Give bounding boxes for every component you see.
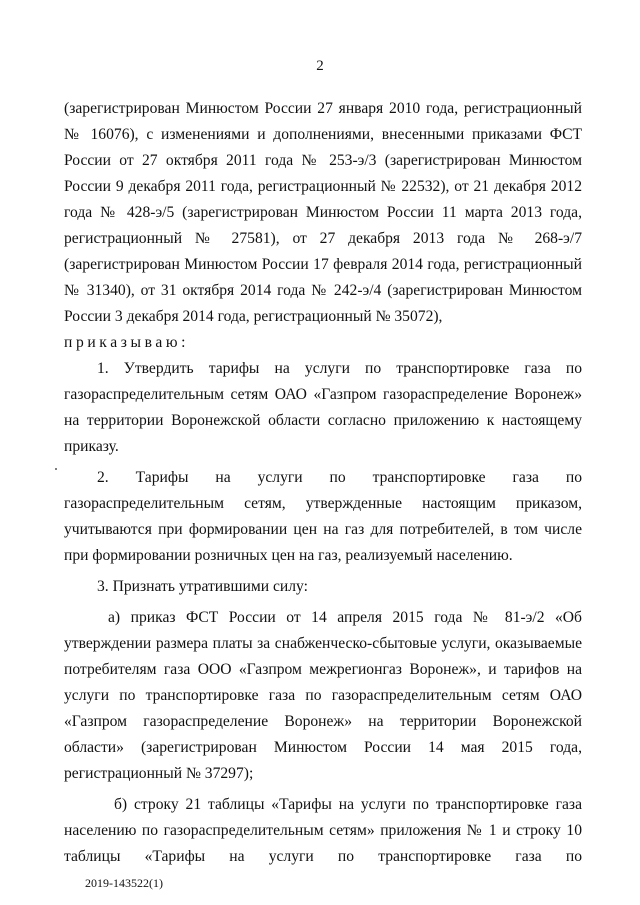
item-3-heading: 3. Признать утратившими силу: (97, 578, 308, 595)
item-1-paragraph: 1. Утвердить тарифы на услуги по транспортировке газа по газораспределительным сетям ОАО «Газпром газораспределение Воронеж» на территории Воронежской области согласно приложению к настоящему приказу. (64, 360, 582, 455)
intro-paragraph: (зарегистрирован Минюстом России 27 января 2010 года, регистрационный № 16076), с изменениями и дополнениями, внесенными приказами ФСТ России от 27 октября 2011 года № 253-э/3 (зарегистрирован Минюстом России 9 декабря 2011 года, регистрационный № 22532), от 21 декабря 2012 года № 428-э/5 (зарегистрирован Минюстом России 11 марта 2013 года, регистрационный № 27581), от 27 декабря 2013 года № 268-э/7 (зарегистрирован Минюстом России 17 февраля 2014 года, регистрационный № 31340), от 31 октября 2014 года № 242-э/4 (зарегистрирован Минюстом России 3 декабря 2014 года, регистрационный № 35072), (64, 100, 582, 325)
document-body (64, 96, 582, 870)
document-code: 2019-143522(1) (85, 876, 163, 890)
page-number: 2 (316, 58, 324, 74)
decree-word: приказываю: (64, 334, 190, 351)
item-3a-paragraph: а) приказ ФСТ России от 14 апреля 2015 года № 81-э/2 «Об утверждении размера платы за снабженческо-сбытовые услуги, оказываемые потребителям газа ООО «Газпром межрегионгаз Воронеж», и тарифов на услуги по транспортировке газа по газораспределительным сетям ОАО «Газпром газораспределение Воронеж» на территории Воронежской области» (зарегистрирован Минюстом России 14 мая 2015 года, регистрационный № 37297); (64, 609, 582, 782)
item-3b-paragraph: б) строку 21 таблицы «Тарифы на услуги по транспортировке газа населению по газораспределительным сетям» приложения № 1 и строку 10 таблицы «Тарифы на услуги по транспортировке газа по (64, 796, 582, 865)
item-2-paragraph: 2. Тарифы на услуги по транспортировке газа по газораспределительным сетям, утвержденные настоящим приказом, учитываются при формировании цен на газ для потребителей, в том числе при формировании розничных цен на газ, реализуемый населению. (64, 469, 582, 564)
scan-artifact-dot (55, 468, 57, 470)
